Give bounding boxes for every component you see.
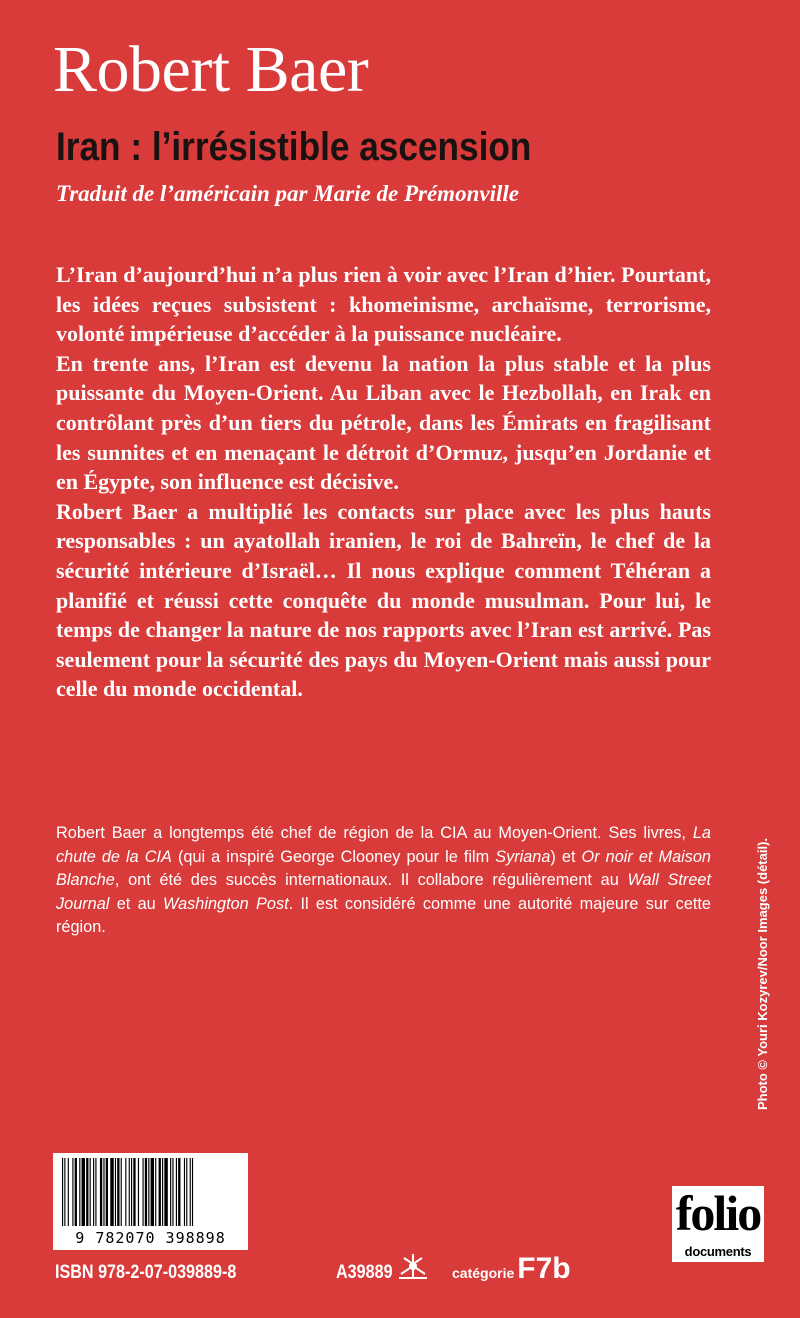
- newspaper-2: Washington Post: [163, 894, 289, 913]
- blurb-paragraph: L’Iran d’aujourd’hui n’a plus rien à voir avec l’Iran d’hier. Pourtant, les idées reçues subsistent : khomeinisme, archaïsme, terrorisme, volonté impérieuse d’accéder à la puissance nucléaire.: [56, 262, 711, 347]
- publisher-logo: [672, 1186, 764, 1262]
- author-bio: [56, 822, 711, 940]
- film-title: Syriana: [495, 847, 551, 866]
- barcode-bars: [60, 1158, 241, 1226]
- back-cover-blurb: [56, 260, 711, 704]
- category-value: F7b: [517, 1252, 571, 1285]
- catalog-code: A39889: [336, 1262, 393, 1283]
- book-title: Iran : l’irrésistible ascension: [56, 125, 532, 169]
- bio-text: Robert Baer a longtemps été chef de région de la CIA au Moyen-Orient. Ses livres,: [56, 824, 693, 842]
- publisher-logo-icon: [396, 1250, 430, 1282]
- translator-credit: Traduit de l’américain par Marie de Prémonville: [56, 181, 519, 206]
- publisher-collection: documents: [684, 1244, 752, 1259]
- blurb-paragraph: Robert Baer a multiplié les contacts sur place avec les plus hauts responsables : un ayatollah iranien, le roi de Bahreïn, le chef de la sécurité intérieure d’Israël… Il nous explique comment Téhéran a planifié et réussi cette conquête du monde musulman. Pour lui, le temps de changer la nature de nos rapports avec l’Iran est arrivé. Pas seulement pour la sécurité des pays du Moyen-Orient mais aussi pour celle du monde occidental.: [56, 498, 711, 702]
- newspaper-1: Wall Street Journal: [56, 871, 711, 913]
- bio-text: , ont été des succès internationaux. Il collabore régulièrement au: [114, 871, 628, 889]
- bio-text: . Il est considéré comme une autorité majeure sur cette région.: [56, 894, 711, 936]
- isbn: ISBN 978-2-07-039889-8: [55, 1262, 237, 1283]
- barcode: [53, 1153, 248, 1250]
- bio-text: (qui a inspiré George Clooney pour le film: [171, 847, 496, 866]
- barcode-number: 9 782070 398898: [75, 1229, 226, 1247]
- publisher-name: folio: [675, 1185, 761, 1241]
- bio-text: et au: [109, 894, 164, 913]
- book-title-2: Or noir et Maison Blanche: [56, 847, 711, 889]
- bio-text: ) et: [550, 847, 582, 866]
- book-title-1: La chute de la CIA: [56, 824, 711, 866]
- category: [452, 1252, 571, 1286]
- photo-credit: Photo © Youri Kozyrev/Noor Images (détail).: [755, 837, 770, 1110]
- author-name: Robert Baer: [53, 33, 369, 106]
- category-label: catégorie: [452, 1265, 515, 1281]
- blurb-paragraph: En trente ans, l’Iran est devenu la nation la plus stable et la plus puissante du Moyen-Orient. Au Liban avec le Hezbollah, en Irak en contrôlant près d’un tiers du pétrole, dans les Émirats en fragilisant les sunnites et en menaçant le détroit d’Ormuz, jusqu’en Jordanie et en Égypte, son influence est décisive.: [56, 350, 711, 495]
